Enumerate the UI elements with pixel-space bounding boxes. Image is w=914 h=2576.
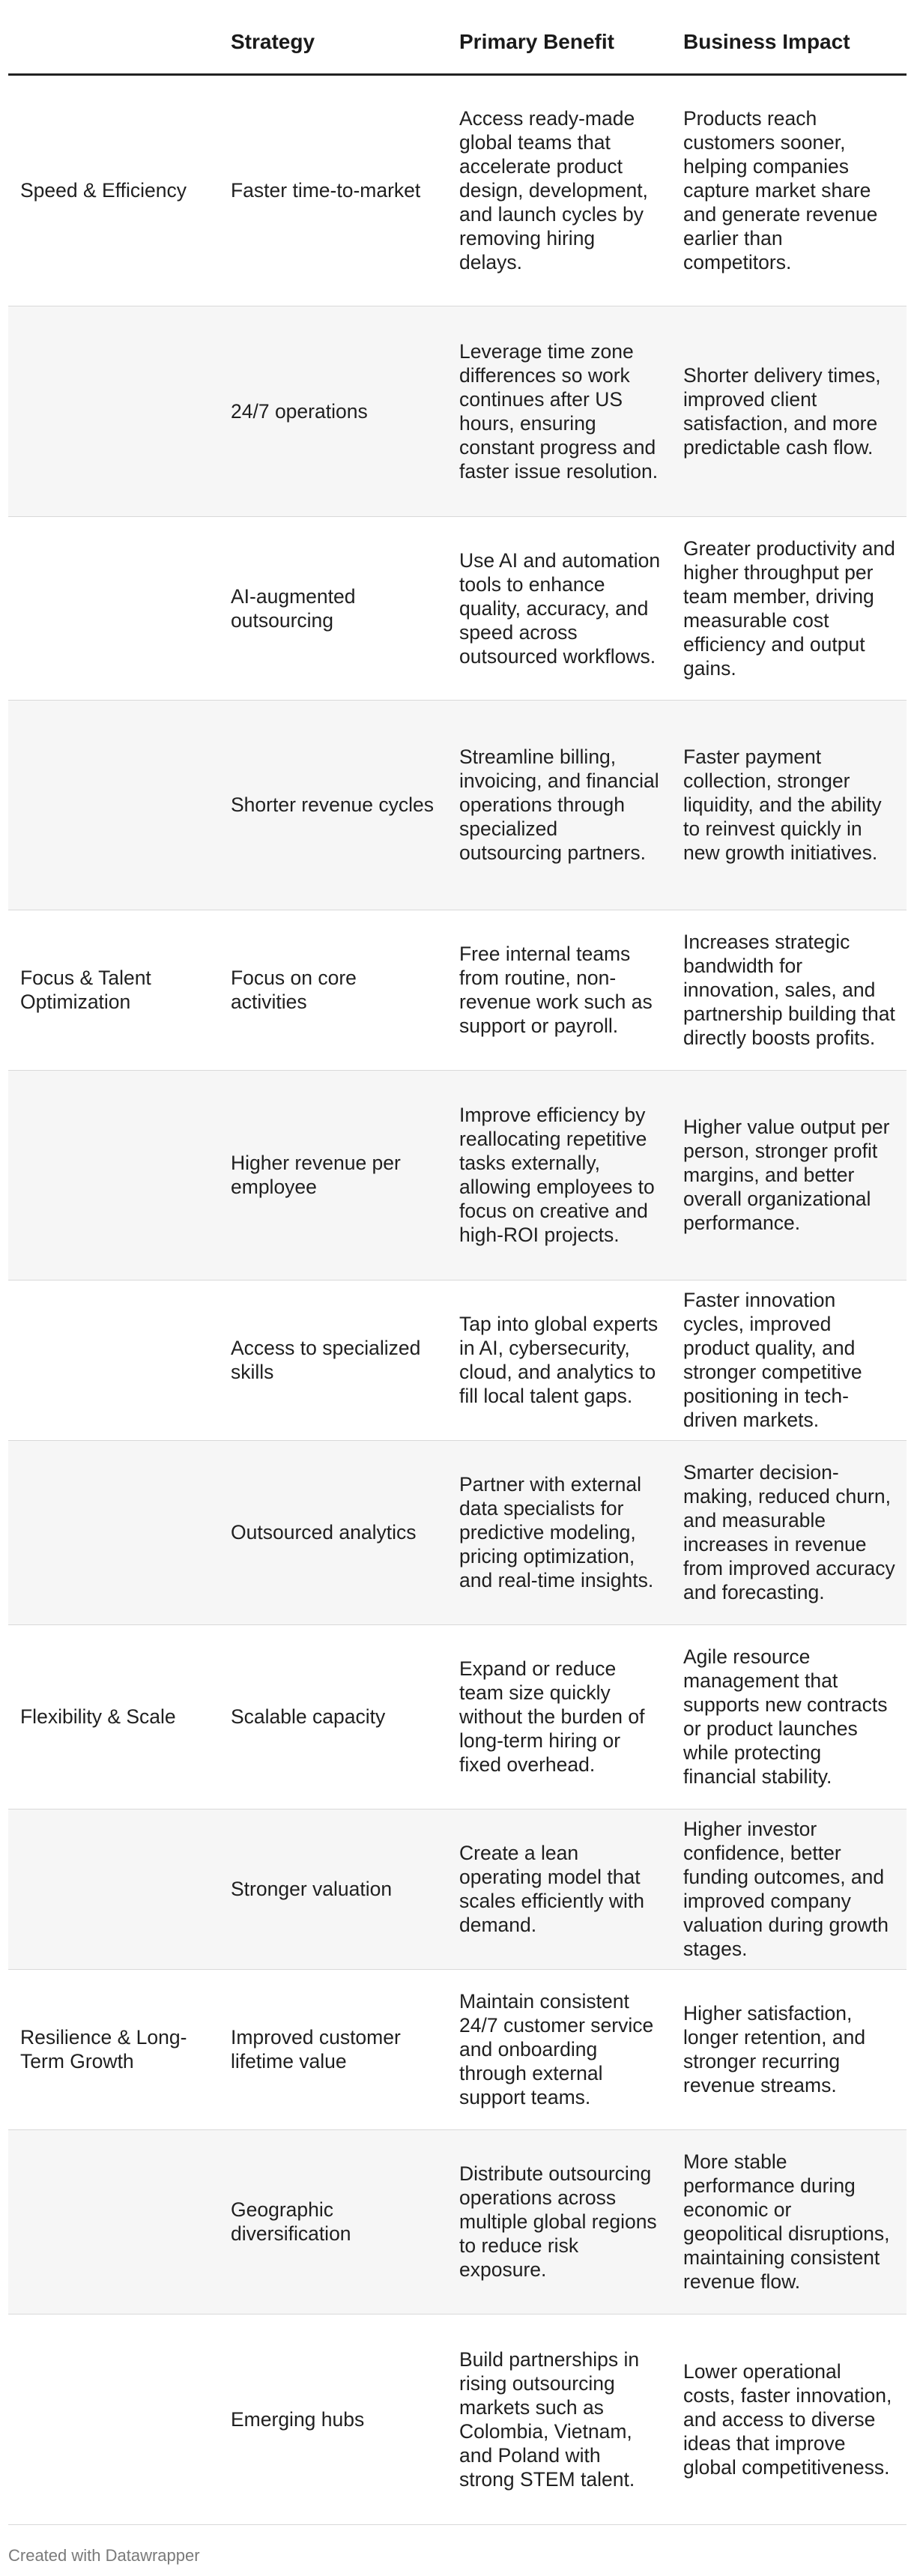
category-cell: [8, 1070, 219, 1280]
strategy-cell: Faster time-to-market: [219, 74, 447, 306]
category-cell: [8, 700, 219, 910]
category-cell: [8, 306, 219, 516]
benefit-cell: Improve efficiency by reallocating repetitive tasks externally, allowing employees to focus on creative and high-ROI projects.: [447, 1070, 671, 1280]
header-business-impact: Business Impact: [671, 0, 907, 74]
benefit-cell: Streamline billing, invoicing, and financial operations through specialized outsourcing partners.: [447, 700, 671, 910]
category-cell: [8, 1440, 219, 1624]
table-row: [8, 1809, 907, 1969]
strategy-cell: Access to specialized skills: [219, 1280, 447, 1440]
benefit-cell: Create a lean operating model that scales efficiently with demand.: [447, 1809, 671, 1969]
impact-cell: Shorter delivery times, improved client satisfaction, and more predictable cash flow.: [671, 306, 907, 516]
impact-cell: More stable performance during economic or geopolitical disruptions, maintaining consistent revenue flow.: [671, 2129, 907, 2314]
strategy-table-container: [8, 0, 907, 2525]
benefit-cell: Maintain consistent 24/7 customer service and onboarding through external support teams.: [447, 1969, 671, 2129]
benefit-cell: Access ready-made global teams that accelerate product design, development, and launch cycles by removing hiring delays.: [447, 74, 671, 306]
impact-cell: Smarter decision-making, reduced churn, and measurable increases in revenue from improved accuracy and forecasting.: [671, 1440, 907, 1624]
category-cell: Speed & Efficiency: [8, 74, 219, 306]
benefit-cell: Partner with external data specialists for predictive modeling, pricing optimization, and real-time insights.: [447, 1440, 671, 1624]
table-row: [8, 2314, 907, 2524]
category-cell: [8, 1280, 219, 1440]
category-cell: [8, 1809, 219, 1969]
benefit-cell: Build partnerships in rising outsourcing markets such as Colombia, Vietnam, and Poland with strong STEM talent.: [447, 2314, 671, 2524]
table-row: [8, 2129, 907, 2314]
header-category: [8, 0, 219, 74]
strategy-cell: Shorter revenue cycles: [219, 700, 447, 910]
category-cell: [8, 2129, 219, 2314]
table-body: [8, 74, 907, 2524]
table-row: [8, 306, 907, 516]
table-row: [8, 910, 907, 1070]
table-header: [8, 0, 907, 74]
table-row: [8, 1440, 907, 1624]
table-row: [8, 1969, 907, 2129]
impact-cell: Greater productivity and higher throughput per team member, driving measurable cost efficiency and output gains.: [671, 516, 907, 700]
strategy-cell: Scalable capacity: [219, 1624, 447, 1809]
strategy-cell: 24/7 operations: [219, 306, 447, 516]
impact-cell: Faster payment collection, stronger liquidity, and the ability to reinvest quickly in new growth initiatives.: [671, 700, 907, 910]
impact-cell: Higher value output per person, stronger profit margins, and better overall organizational performance.: [671, 1070, 907, 1280]
benefit-cell: Use AI and automation tools to enhance quality, accuracy, and speed across outsourced workflows.: [447, 516, 671, 700]
category-cell: Resilience & Long-Term Growth: [8, 1969, 219, 2129]
strategy-cell: Higher revenue per employee: [219, 1070, 447, 1280]
impact-cell: Increases strategic bandwidth for innovation, sales, and partnership building that directly boosts profits.: [671, 910, 907, 1070]
header-strategy: Strategy: [219, 0, 447, 74]
table-row: [8, 516, 907, 700]
category-cell: [8, 516, 219, 700]
benefit-cell: Distribute outsourcing operations across multiple global regions to reduce risk exposure.: [447, 2129, 671, 2314]
table-row: [8, 74, 907, 306]
footer-credit: Created with Datawrapper: [8, 2546, 200, 2565]
impact-cell: Higher satisfaction, longer retention, and stronger recurring revenue streams.: [671, 1969, 907, 2129]
benefit-cell: Expand or reduce team size quickly without the burden of long-term hiring or fixed overhead.: [447, 1624, 671, 1809]
strategy-cell: Improved customer lifetime value: [219, 1969, 447, 2129]
strategy-cell: Emerging hubs: [219, 2314, 447, 2524]
strategy-cell: Outsourced analytics: [219, 1440, 447, 1624]
table-row: [8, 1280, 907, 1440]
table-row: [8, 700, 907, 910]
strategy-table: [8, 0, 907, 2525]
strategy-cell: Focus on core activities: [219, 910, 447, 1070]
impact-cell: Faster innovation cycles, improved product quality, and stronger competitive positioning in tech-driven markets.: [671, 1280, 907, 1440]
strategy-cell: AI-augmented outsourcing: [219, 516, 447, 700]
category-cell: Flexibility & Scale: [8, 1624, 219, 1809]
impact-cell: Agile resource management that supports new contracts or product launches while protecting financial stability.: [671, 1624, 907, 1809]
impact-cell: Lower operational costs, faster innovation, and access to diverse ideas that improve global competitiveness.: [671, 2314, 907, 2524]
strategy-cell: Stronger valuation: [219, 1809, 447, 1969]
benefit-cell: Tap into global experts in AI, cybersecurity, cloud, and analytics to fill local talent gaps.: [447, 1280, 671, 1440]
category-cell: Focus & Talent Optimization: [8, 910, 219, 1070]
benefit-cell: Free internal teams from routine, non-revenue work such as support or payroll.: [447, 910, 671, 1070]
header-primary-benefit: Primary Benefit: [447, 0, 671, 74]
strategy-cell: Geographic diversification: [219, 2129, 447, 2314]
impact-cell: Higher investor confidence, better funding outcomes, and improved company valuation during growth stages.: [671, 1809, 907, 1969]
benefit-cell: Leverage time zone differences so work continues after US hours, ensuring constant progress and faster issue resolution.: [447, 306, 671, 516]
table-row: [8, 1624, 907, 1809]
impact-cell: Products reach customers sooner, helping companies capture market share and generate revenue earlier than competitors.: [671, 74, 907, 306]
table-row: [8, 1070, 907, 1280]
header-row: [8, 0, 907, 74]
category-cell: [8, 2314, 219, 2524]
